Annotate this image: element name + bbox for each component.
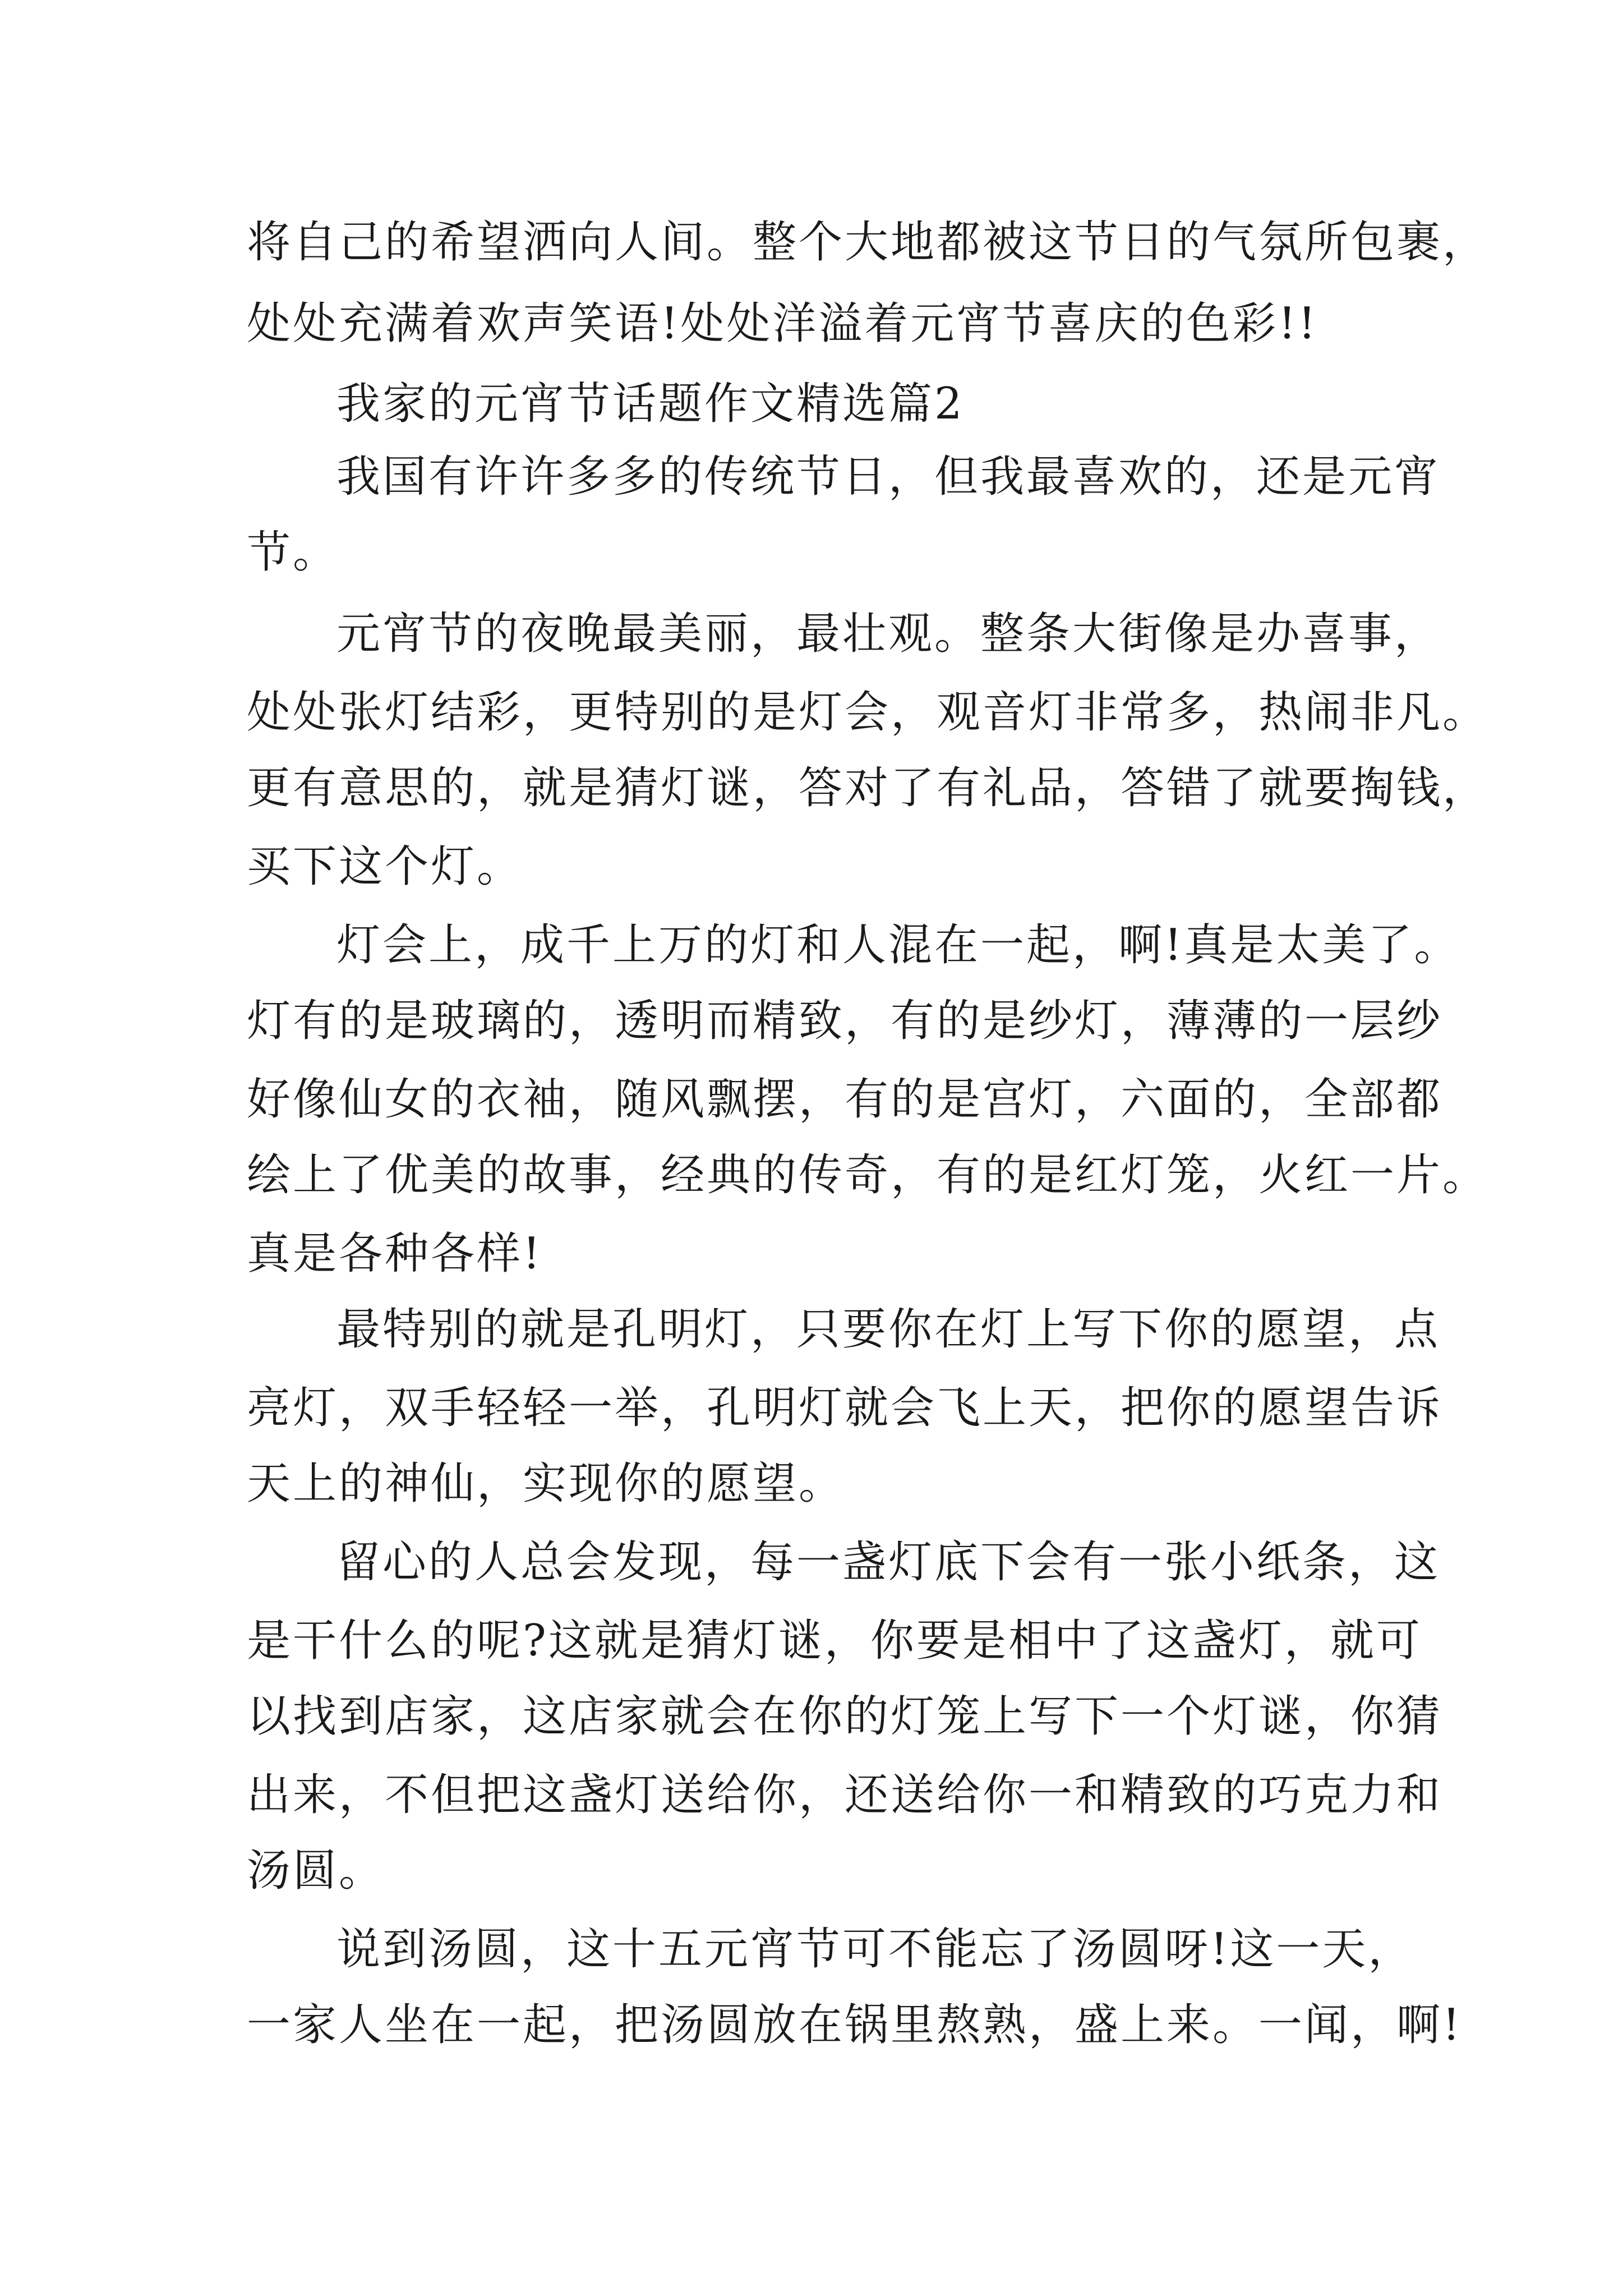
text-line: 出来，不但把这盏灯送给你，还送给你一和精致的巧克力和: [247, 1770, 1443, 1820]
text-line: 好像仙女的衣袖，随风飘摆，有的是宫灯，六面的，全部都: [247, 1074, 1443, 1125]
text-line: 将自己的希望洒向人间。整个大地都被这节日的气氛所包裹，: [247, 217, 1489, 268]
paragraph-start: 元宵节的夜晚最美丽，最壮观。整条大街像是办喜事，: [336, 609, 1441, 659]
text-line: 处处充满着欢声笑语!处处洋溢着元宵节喜庆的色彩!!: [247, 298, 1318, 349]
text-line: 一家人坐在一起，把汤圆放在锅里熬熟，盛上来。一闻，啊!: [247, 2000, 1463, 2050]
paragraph-start: 留心的人总会发现，每一盏灯底下会有一张小纸条，这: [336, 1537, 1441, 1588]
text-line: 节。: [247, 527, 339, 578]
text-line: 汤圆。: [247, 1846, 385, 1896]
text-line: 灯有的是玻璃的，透明而精致，有的是纱灯，薄薄的一层纱: [247, 996, 1443, 1046]
text-line: 买下这个灯。: [247, 841, 523, 892]
text-line: 是干什么的呢?这就是猜灯谜，你要是相中了这盏灯，就可: [247, 1616, 1422, 1666]
paragraph-start: 灯会上，成千上万的灯和人混在一起，啊!真是太美了。: [336, 920, 1460, 970]
text-line: 处处张灯结彩，更特别的是灯会，观音灯非常多，热闹非凡。: [247, 687, 1489, 738]
paragraph-start: 说到汤圆，这十五元宵节可不能忘了汤圆呀!这一天，: [336, 1924, 1414, 1975]
text-line: 真是各种各样!: [247, 1228, 543, 1279]
section-heading: 我家的元宵节话题作文精选篇2: [336, 379, 965, 429]
text-line: 亮灯，双手轻轻一举，孔明灯就会飞上天，把你的愿望告诉: [247, 1383, 1443, 1433]
paragraph-start: 最特别的就是孔明灯，只要你在灯上写下你的愿望，点: [336, 1304, 1441, 1355]
text-line: 天上的神仙，实现你的愿望。: [247, 1458, 845, 1509]
paragraph-start: 我国有许许多多的传统节日，但我最喜欢的，还是元宵: [336, 452, 1441, 502]
text-line: 绘上了优美的故事，经典的传奇，有的是红灯笼，火红一片。: [247, 1150, 1489, 1200]
text-line: 以找到店家，这店家就会在你的灯笼上写下一个灯谜，你猜: [247, 1691, 1443, 1742]
text-line: 更有意思的，就是猜灯谜，答对了有礼品，答错了就要掏钱，: [247, 763, 1489, 813]
